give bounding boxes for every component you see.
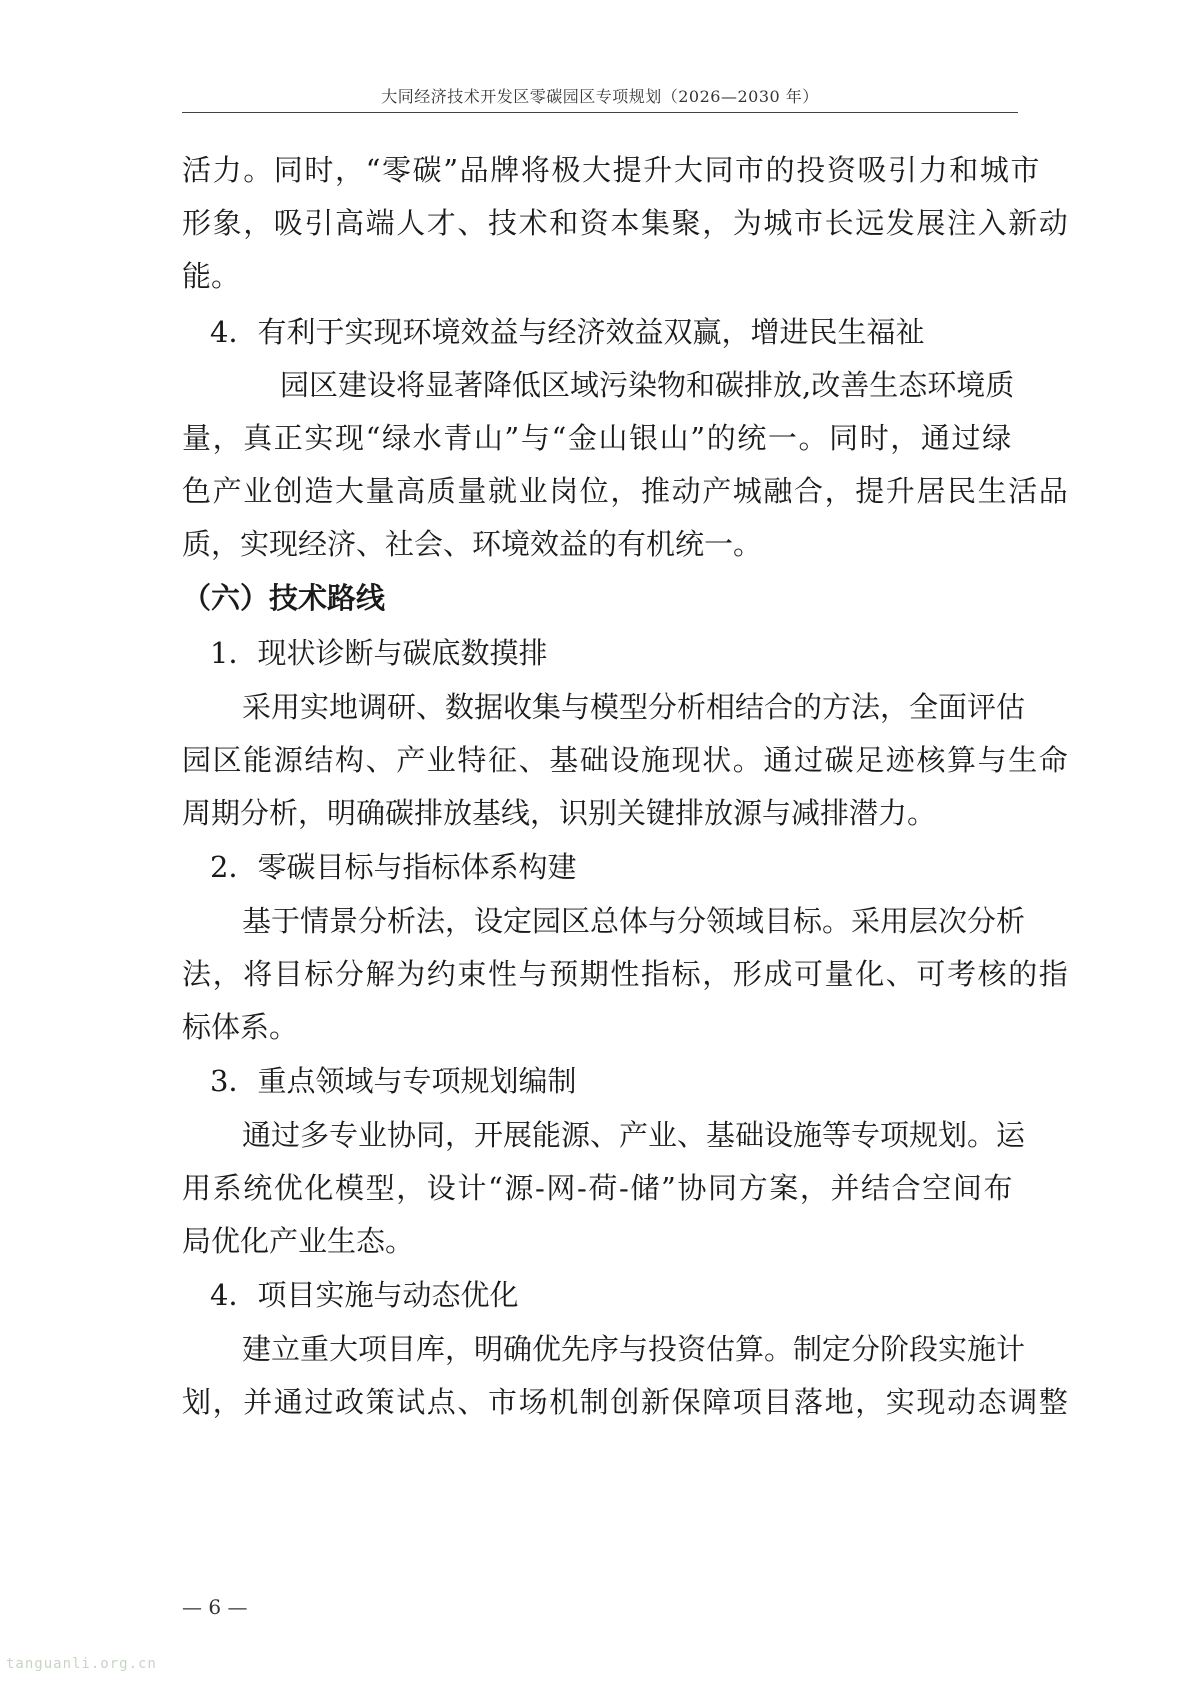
paragraph-line: 周期分析，明确碳排放基线，识别关键排放源与减排潜力。	[182, 796, 937, 830]
paragraph-line: 量，真正实现“绿水青山”与“金山银山”的统一。同时，通过绿	[182, 421, 1013, 455]
paragraph-line: 活力。同时，“零碳”品牌将极大提升大同市的投资吸引力和城市	[182, 153, 1042, 187]
paragraph-line: 通过多专业协同，开展能源、产业、基础设施等专项规划。运	[242, 1118, 1026, 1152]
paragraph-line: 色产业创造大量高质量就业岗位，推动产城融合，提升居民生活品	[182, 474, 1070, 508]
watermark: tanguanli.org.cn	[6, 1656, 157, 1672]
paragraph-line: 园区能源结构、产业特征、基础设施现状。通过碳足迹核算与生命	[182, 743, 1070, 777]
paragraph-line: 能。	[182, 259, 241, 293]
subsection-heading: 2．零碳目标与指标体系构建	[210, 850, 577, 884]
paragraph-line: 建立重大项目库，明确优先序与投资估算。制定分阶段实施计	[242, 1332, 1026, 1366]
paragraph-line: 标体系。	[182, 1010, 299, 1044]
paragraph-line: 质，实现经济、社会、环境效益的有机统一。	[182, 527, 763, 561]
paragraph-line: 划，并通过政策试点、市场机制创新保障项目落地，实现动态调整	[182, 1385, 1070, 1419]
paragraph-line: 基于情景分析法，设定园区总体与分领域目标。采用层次分析	[242, 904, 1026, 938]
paragraph-line: 法，将目标分解为约束性与预期性指标，形成可量化、可考核的指	[182, 957, 1070, 991]
page-number: — 6 —	[182, 1595, 248, 1619]
document-header: 大同经济技术开发区零碳园区专项规划（2026—2030 年）	[381, 87, 819, 106]
subsection-heading: 3．重点领域与专项规划编制	[210, 1064, 577, 1098]
paragraph-line: 形象，吸引高端人才、技术和资本集聚，为城市长远发展注入新动	[182, 206, 1070, 240]
item-heading: 4．有利于实现环境效益与经济效益双赢，增进民生福祉	[210, 315, 925, 349]
subsection-heading: 4．项目实施与动态优化	[210, 1278, 519, 1312]
paragraph-line: 园区建设将显著降低区域污染物和碳排放,改善生态环境质	[280, 368, 1015, 402]
subsection-heading: 1．现状诊断与碳底数摸排	[210, 636, 548, 670]
paragraph-line: 局优化产业生态。	[182, 1224, 415, 1258]
section-heading: （六）技术路线	[182, 581, 386, 615]
header-divider	[182, 112, 1018, 113]
paragraph-line: 用系统优化模型，设计“源-网-荷-储”协同方案，并结合空间布	[182, 1171, 1015, 1205]
paragraph-line: 采用实地调研、数据收集与模型分析相结合的方法，全面评估	[242, 690, 1026, 724]
